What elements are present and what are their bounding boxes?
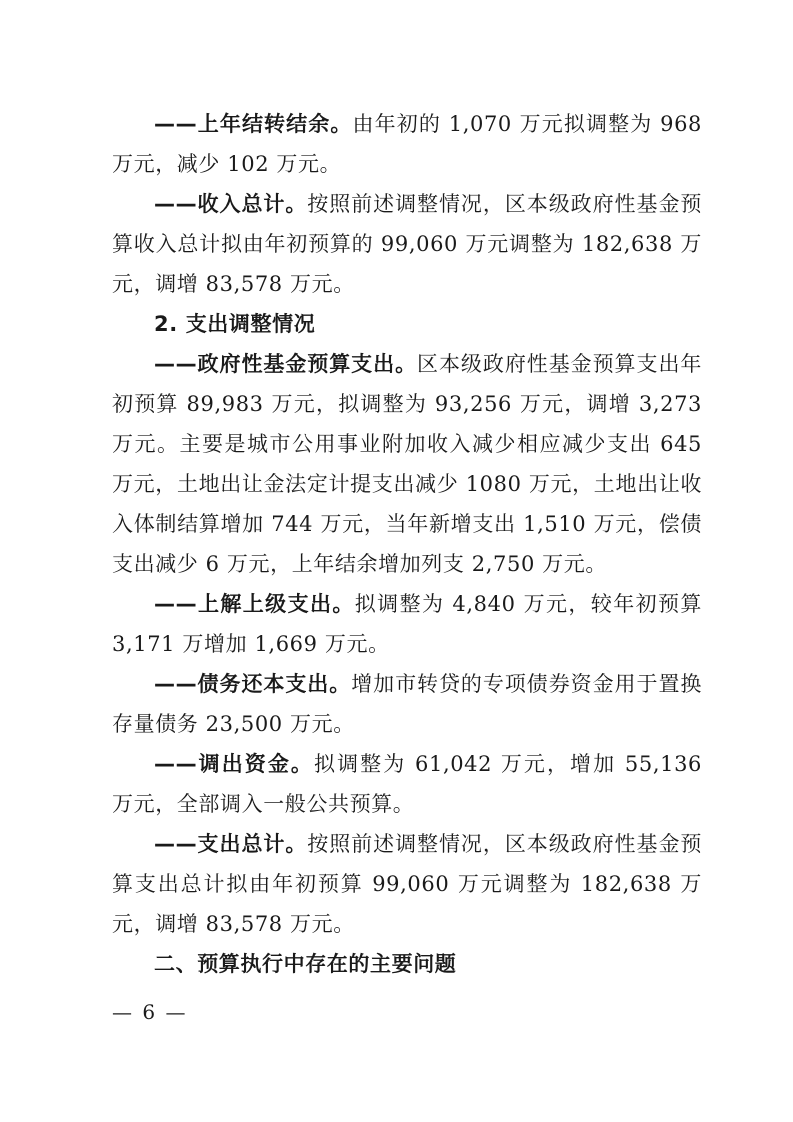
paragraph-text: 按照前述调整情况，区本级政府性基金预算收入总计拟由年初预算的 99,060 万元调整为 182,638 万元，调增 83,578 万元。 <box>112 192 702 296</box>
paragraph-text: 按照前述调整情况，区本级政府性基金预算支出总计拟由年初预算 99,060 万元调整为 182,638 万元，调增 83,578 万元。 <box>112 832 702 936</box>
paragraph-text: 区本级政府性基金预算支出年初预算 89,983 万元，拟调整为 93,256 万元，调增 3,273 万元。主要是城市公用事业附加收入减少相应减少支出 645 万元，土地出让金法定计提支出减少 1080 万元，土地出让收入体制结算增加 744 万元，当年新增支出 1,510 万元，偿债支出减少 6 万元，上年结余增加列支 2,750 万元。 <box>112 352 702 576</box>
paragraph-lead: ——政府性基金预算支出。 <box>154 352 418 376</box>
paragraph-text: 由年初的 1,070 万元拟调整为 968 万元，减少 102 万元。 <box>112 112 703 176</box>
paragraph-lead: ——债务还本支出。 <box>154 672 352 696</box>
section-heading: 2. 支出调整情况 <box>154 312 316 336</box>
paragraph-lead: ——上年结转结余。 <box>154 112 353 136</box>
paragraph-expenditure-total <box>112 824 702 944</box>
chapter-heading: 二、预算执行中存在的主要问题 <box>154 952 457 976</box>
paragraph-lead: ——支出总计。 <box>154 832 308 856</box>
paragraph-lead: ——收入总计。 <box>154 192 308 216</box>
paragraph-transfer-out <box>112 744 702 824</box>
document-body <box>112 104 702 984</box>
paragraph-lead: ——上解上级支出。 <box>154 592 355 616</box>
paragraph-debt-repayment <box>112 664 702 744</box>
paragraph-prior-year-balance <box>112 104 702 184</box>
page-number: — 6 — <box>112 1000 188 1024</box>
paragraph-remit-upper <box>112 584 702 664</box>
paragraph-text: 增加市转贷的专项债券资金用于置换存量债务 23,500 万元。 <box>112 672 702 736</box>
paragraph-text: 拟调整为 4,840 万元，较年初预算 3,171 万增加 1,669 万元。 <box>112 592 702 656</box>
paragraph-text: 拟调整为 61,042 万元，增加 55,136 万元，全部调入一般公共预算。 <box>112 752 703 816</box>
paragraph-revenue-total <box>112 184 702 304</box>
paragraph-fund-expenditure <box>112 344 702 584</box>
paragraph-lead: ——调出资金。 <box>154 752 315 776</box>
